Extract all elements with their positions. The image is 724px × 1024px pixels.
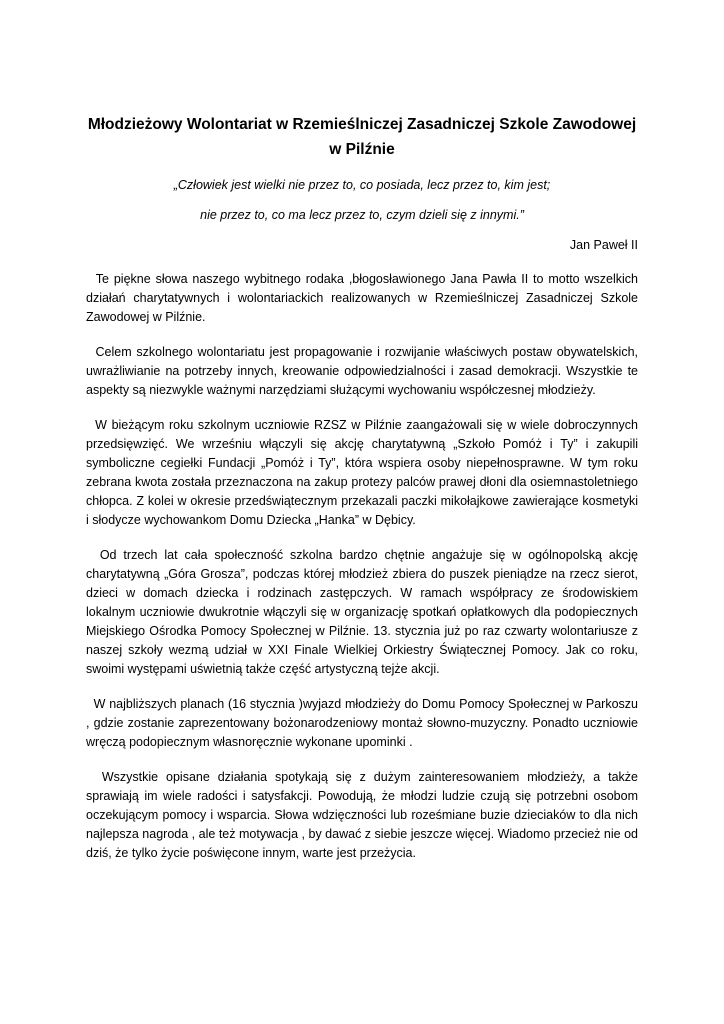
quote-line-2: nie przez to, co ma lecz przez to, czym dzieli się z innymi.” <box>200 208 524 222</box>
paragraph-goals: Celem szkolnego wolontariatu jest propagowanie i rozwijanie właściwych postaw obywatelskich, uwrażliwianie na potrzeby innych, kreowanie odpowiedzialności i zasad demokracji. Wszystkie te aspekty są niezwykle ważnymi narzędziami służącymi wychowaniu współczesnej młodzieży. <box>86 345 638 397</box>
title-line-1: Młodzieżowy Wolontariat w Rzemieślniczej Zasadniczej Szkole Zawodowej <box>87 116 637 133</box>
paragraph-current-year: W bieżącym roku szkolnym uczniowie RZSZ w Pilźnie zaangażowali się w wiele dobroczynnych przedsięwzięć. We wrześniu włączyli się akcję charytatywną „Szkoło Pomóż i Ty” i zakupili symboliczne cegiełki Fundacji „Pomóż i Ty”, która wspiera osoby niepełnosprawne. W tym roku zebrana kwota została przeznaczona na zakup protezy palców prawej dłoni dla osiemnastoletniego chłopca. Z kolei w okresie przedświątecznym przekazali paczki mikołajkowe zawierające kosmetyki i słodycze wychowankom Domu Dziecka „Hanka” w Dębicy. <box>86 418 638 527</box>
quote-line-1: „Człowiek jest wielki nie przez to, co posiada, lecz przez to, kim jest; <box>173 178 551 192</box>
paragraph-gora-grosza: Od trzech lat cała społeczność szkolna bardzo chętnie angażuje się w ogólnopolską akcję charytatywną „Góra Grosza”, podczas której młodzież zbiera do puszek pieniądze na rzecz sierot, dzieci w domach dziecka i rodzinach zastępczych. W ramach współpracy ze środowiskiem lokalnym uczniowie dwukrotnie włączyli się w organizację spotkań opłatkowych dla podopiecznych Miejskiego Ośrodka Pomocy Społecznej w Pilźnie. 13. stycznia już po raz czwarty wolontariusze z naszej szkoły wezmą udział w XXI Finale Wielkiej Orkiestry Świątecznej Pomocy. Jak co roku, swoimi występami uświetnią także część artystyczną tejże akcji. <box>86 548 638 676</box>
document-title <box>86 112 638 162</box>
quote-author: Jan Paweł II <box>569 238 638 252</box>
paragraph-motto: Te piękne słowa naszego wybitnego rodaka ,błogosławionego Jana Pawła II to motto wszelkich działań charytatywnych i wolontariackich realizowanych w Rzemieślniczej Zasadniczej Szkole Zawodowej w Pilźnie. <box>86 272 638 324</box>
paragraph-plans: W najbliższych planach (16 stycznia )wyjazd młodzieży do Domu Pomocy Społecznej w Parkoszu , gdzie zostanie zaprezentowany bożonarodzeniowy montaż słowno-muzyczny. Ponadto uczniowie wręczą podopiecznym własnoręcznie wykonane upominki . <box>86 697 638 749</box>
document-page <box>86 112 638 879</box>
title-line-2: w Pilźnie <box>329 141 395 158</box>
paragraph-summary: Wszystkie opisane działania spotykają się z dużym zainteresowaniem młodzieży, a także sprawiają im wiele radości i satysfakcji. Powodują, że młodzi ludzie czują się potrzebni osobom oczekującym pomocy i wsparcia. Słowa wdzięczności lub roześmiane buzie dzieciaków to dla nich najlepsza nagroda , ale też motywacja , by dawać z siebie jeszcze więcej. Wiadomo przecież nie od dziś, że tylko życie poświęcone innym, warte jest przeżycia. <box>86 770 638 860</box>
